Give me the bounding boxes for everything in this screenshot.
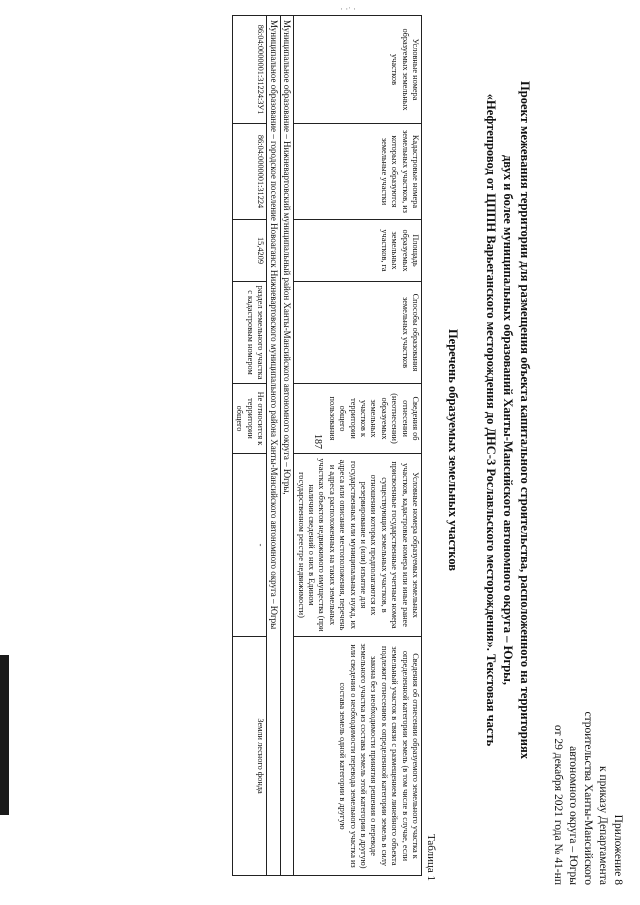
appendix-line: строительства Ханты-Мансийского [582,711,594,885]
table-header-row [294,16,422,876]
header-cell: Площадь образуемых земельных участков, га [294,220,422,282]
appendix-line: автономного округа – Югры [567,746,579,885]
land-plots-table [232,15,422,876]
page-number: 187 [312,434,323,449]
cell-method: раздел земельного участка с кадастровым номером [233,282,267,384]
title-line: двух и более муниципальных образований Ханты-Мансийского автономного округа – Югры, [501,154,515,686]
table-label: Таблица 1 [425,833,437,881]
header-cell: Условные номера образуемых земельных участков [294,16,422,124]
rotated-page [15,15,625,885]
group-cell-district: Муниципальное образование – Нижневартовский муниципальный район Ханты-Мансийского автономного округа – Югры, [280,16,293,876]
table-group-row [280,16,293,876]
header-cell: Сведения об отнесении (неотнесении) образуемых земельных участков к территории общего пользования [294,384,422,454]
cell-reserve: - [233,454,267,637]
cell-land-category: Земли лесного фонда [233,637,267,876]
scan-edge-shadow [0,655,9,815]
list-title: Перечень образуемых земельных участков [446,328,460,572]
cell-source-cadastral: 86:04:0000001:31224 [233,124,267,220]
header-cell: Способы образования земельных участков [294,282,422,384]
appendix-line: Приложение 8 [612,814,624,885]
scan-noise: · ·ˑ · [340,4,356,14]
document-title [482,25,533,815]
appendix-line: от 29 декабря 2021 года № 41-нп [552,724,564,885]
cell-plot-number: 86:04:0000001:31224:ЗУ1 [233,16,267,124]
table-group-row [267,16,280,876]
appendix-line: к приказу Департамента [597,766,609,885]
header-cell: Условные номера образуемых земельных участков, кадастровые номера или иные ранее присвоенные государственные учетные номера существующих земельных участков, в отношении которых предполагаются их резервирование и (или) изъятие для государственных или муниципальных нужд, их адреса или описание местоположения, перечень и адреса расположенных на таких земельных участках объектов недвижимого имущества (при наличии сведений о них в Едином государственном реестре недвижимости) [294,454,422,637]
header-cell: Сведения об отнесении образуемого земельного участка к определенной категории земель (в том числе в случае, если земельный участок в связи с размещением линейного объекта подлежит отнесению к определенной категории земель в силу закона без необходимости принятия решения о переводе земельного участка из состава земель этой категории в другую) или сведения о необходимости перевода земельного участка из состава земель одной категории в другую [294,637,422,876]
cell-public-use: Не относится к территории общего [233,384,267,454]
cell-area: 15,4209 [233,220,267,282]
header-cell: Кадастровые номера земельных участков, из которых образуются земельные участки [294,124,422,220]
group-cell-settlement: Муниципальное образование – городское поселение Новоаганск Нижневартовского муниципального района Ханты-Мансийского автономного округа – Югры [267,16,280,876]
title-line: «Нефтепровод от ЦППН Варьеганского месторождения до ДНС-3 Рославльского месторождения». Текстовая часть [484,93,498,747]
appendix-block [550,711,625,885]
title-line: Проект межевания территории для размещения объекта капитального строительства, расположенного на территориях [518,81,532,759]
table-row [233,16,267,876]
